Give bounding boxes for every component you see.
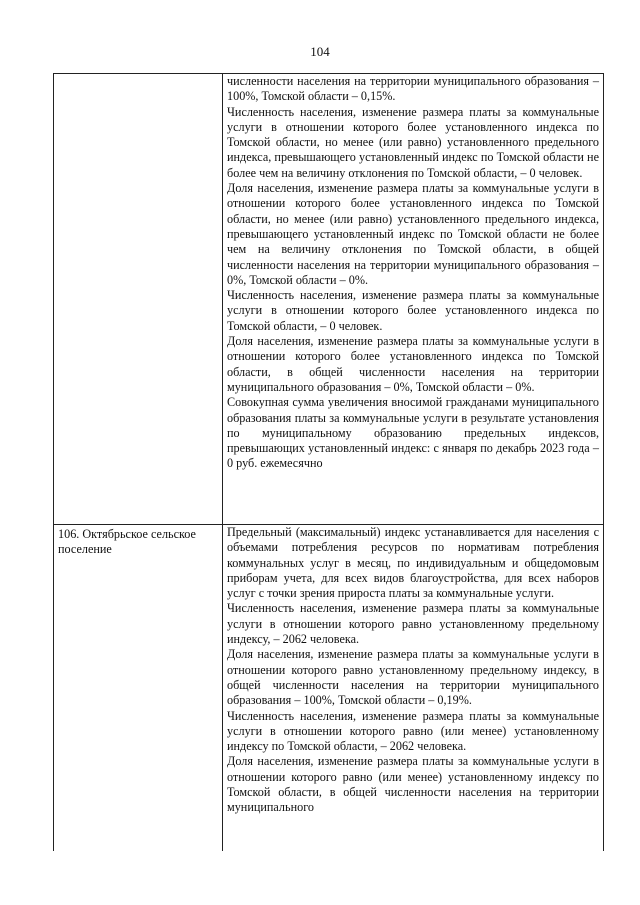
paragraph: Доля населения, изменение размера платы за коммунальные услуги в отношении которого более установленного индекса по Томской области, в общей численности населения на территории муниципального образования – 0%, Томской области – 0%. <box>227 334 599 394</box>
paragraph: Доля населения, изменение размера платы за коммунальные услуги в отношении которого более установленного индекса по Томской области, но менее (или равно) установленного предельного индекса, превышающего установленный индекс по Томской области не более чем на величину отклонения по Томской области, в общей численности населения на территории муниципального образования – 0%, Томской области – 0%. <box>227 181 599 287</box>
page-number: 104 <box>310 44 330 59</box>
municipality-cell: 106. Октябрьское сельское поселение <box>54 525 223 852</box>
paragraph: Численность населения, изменение размера платы за коммунальные услуги в отношении которого более установленного индекса по Томской области, – 0 человек. <box>227 288 599 333</box>
paragraph: Доля населения, изменение размера платы за коммунальные услуги в отношении которого равно (или менее) установленному индексу по Томской области, в общей численности населения на территории муниципального <box>227 754 599 815</box>
paragraph: Численность населения, изменение размера платы за коммунальные услуги в отношении которого более установленного индекса по Томской области, но менее (или равно) установленного предельного индекса, превышающего установленный индекс по Томской области не более чем на величину отклонения по Томской области, – 0 человек. <box>227 104 599 180</box>
paragraph: Численность населения, изменение размера платы за коммунальные услуги в отношении которого равно установленному предельному индексу, – 2062 человека. <box>227 601 599 647</box>
paragraph: численности населения на территории муниципального образования – 100%, Томской области – 0,15%. <box>227 74 599 104</box>
description-cell <box>223 74 604 525</box>
paragraph: Совокупная сумма увеличения вносимой гражданами муниципального образования платы за коммунальные услуги в результате установления по муниципальному образованию предельных индексов, превышающих установленный индекс: с января по декабрь 2023 года – 0 руб. ежемесячно <box>227 395 599 471</box>
paragraph: Предельный (максимальный) индекс устанавливается для населения с объемами потребления ресурсов по нормативам потребления коммунальных услуг в месяц, по индивидуальным и общедомовым приборам учета, для всех видов благоустройства, для всех наборов услуг с точки зрения прироста платы за коммунальные услуги. <box>227 525 599 601</box>
document-table <box>53 73 604 851</box>
paragraph: Доля населения, изменение размера платы за коммунальные услуги в отношении которого равно установленному предельному индексу, в общей численности населения на территории муниципального образования – 100%, Томской области – 0,19%. <box>227 647 599 708</box>
table-row <box>54 74 604 525</box>
municipality-cell <box>54 74 223 525</box>
description-cell <box>223 525 604 852</box>
table-row <box>54 525 604 852</box>
paragraph: Численность населения, изменение размера платы за коммунальные услуги в отношении которого равно (или менее) установленному индексу по Томской области, – 2062 человека. <box>227 708 599 754</box>
